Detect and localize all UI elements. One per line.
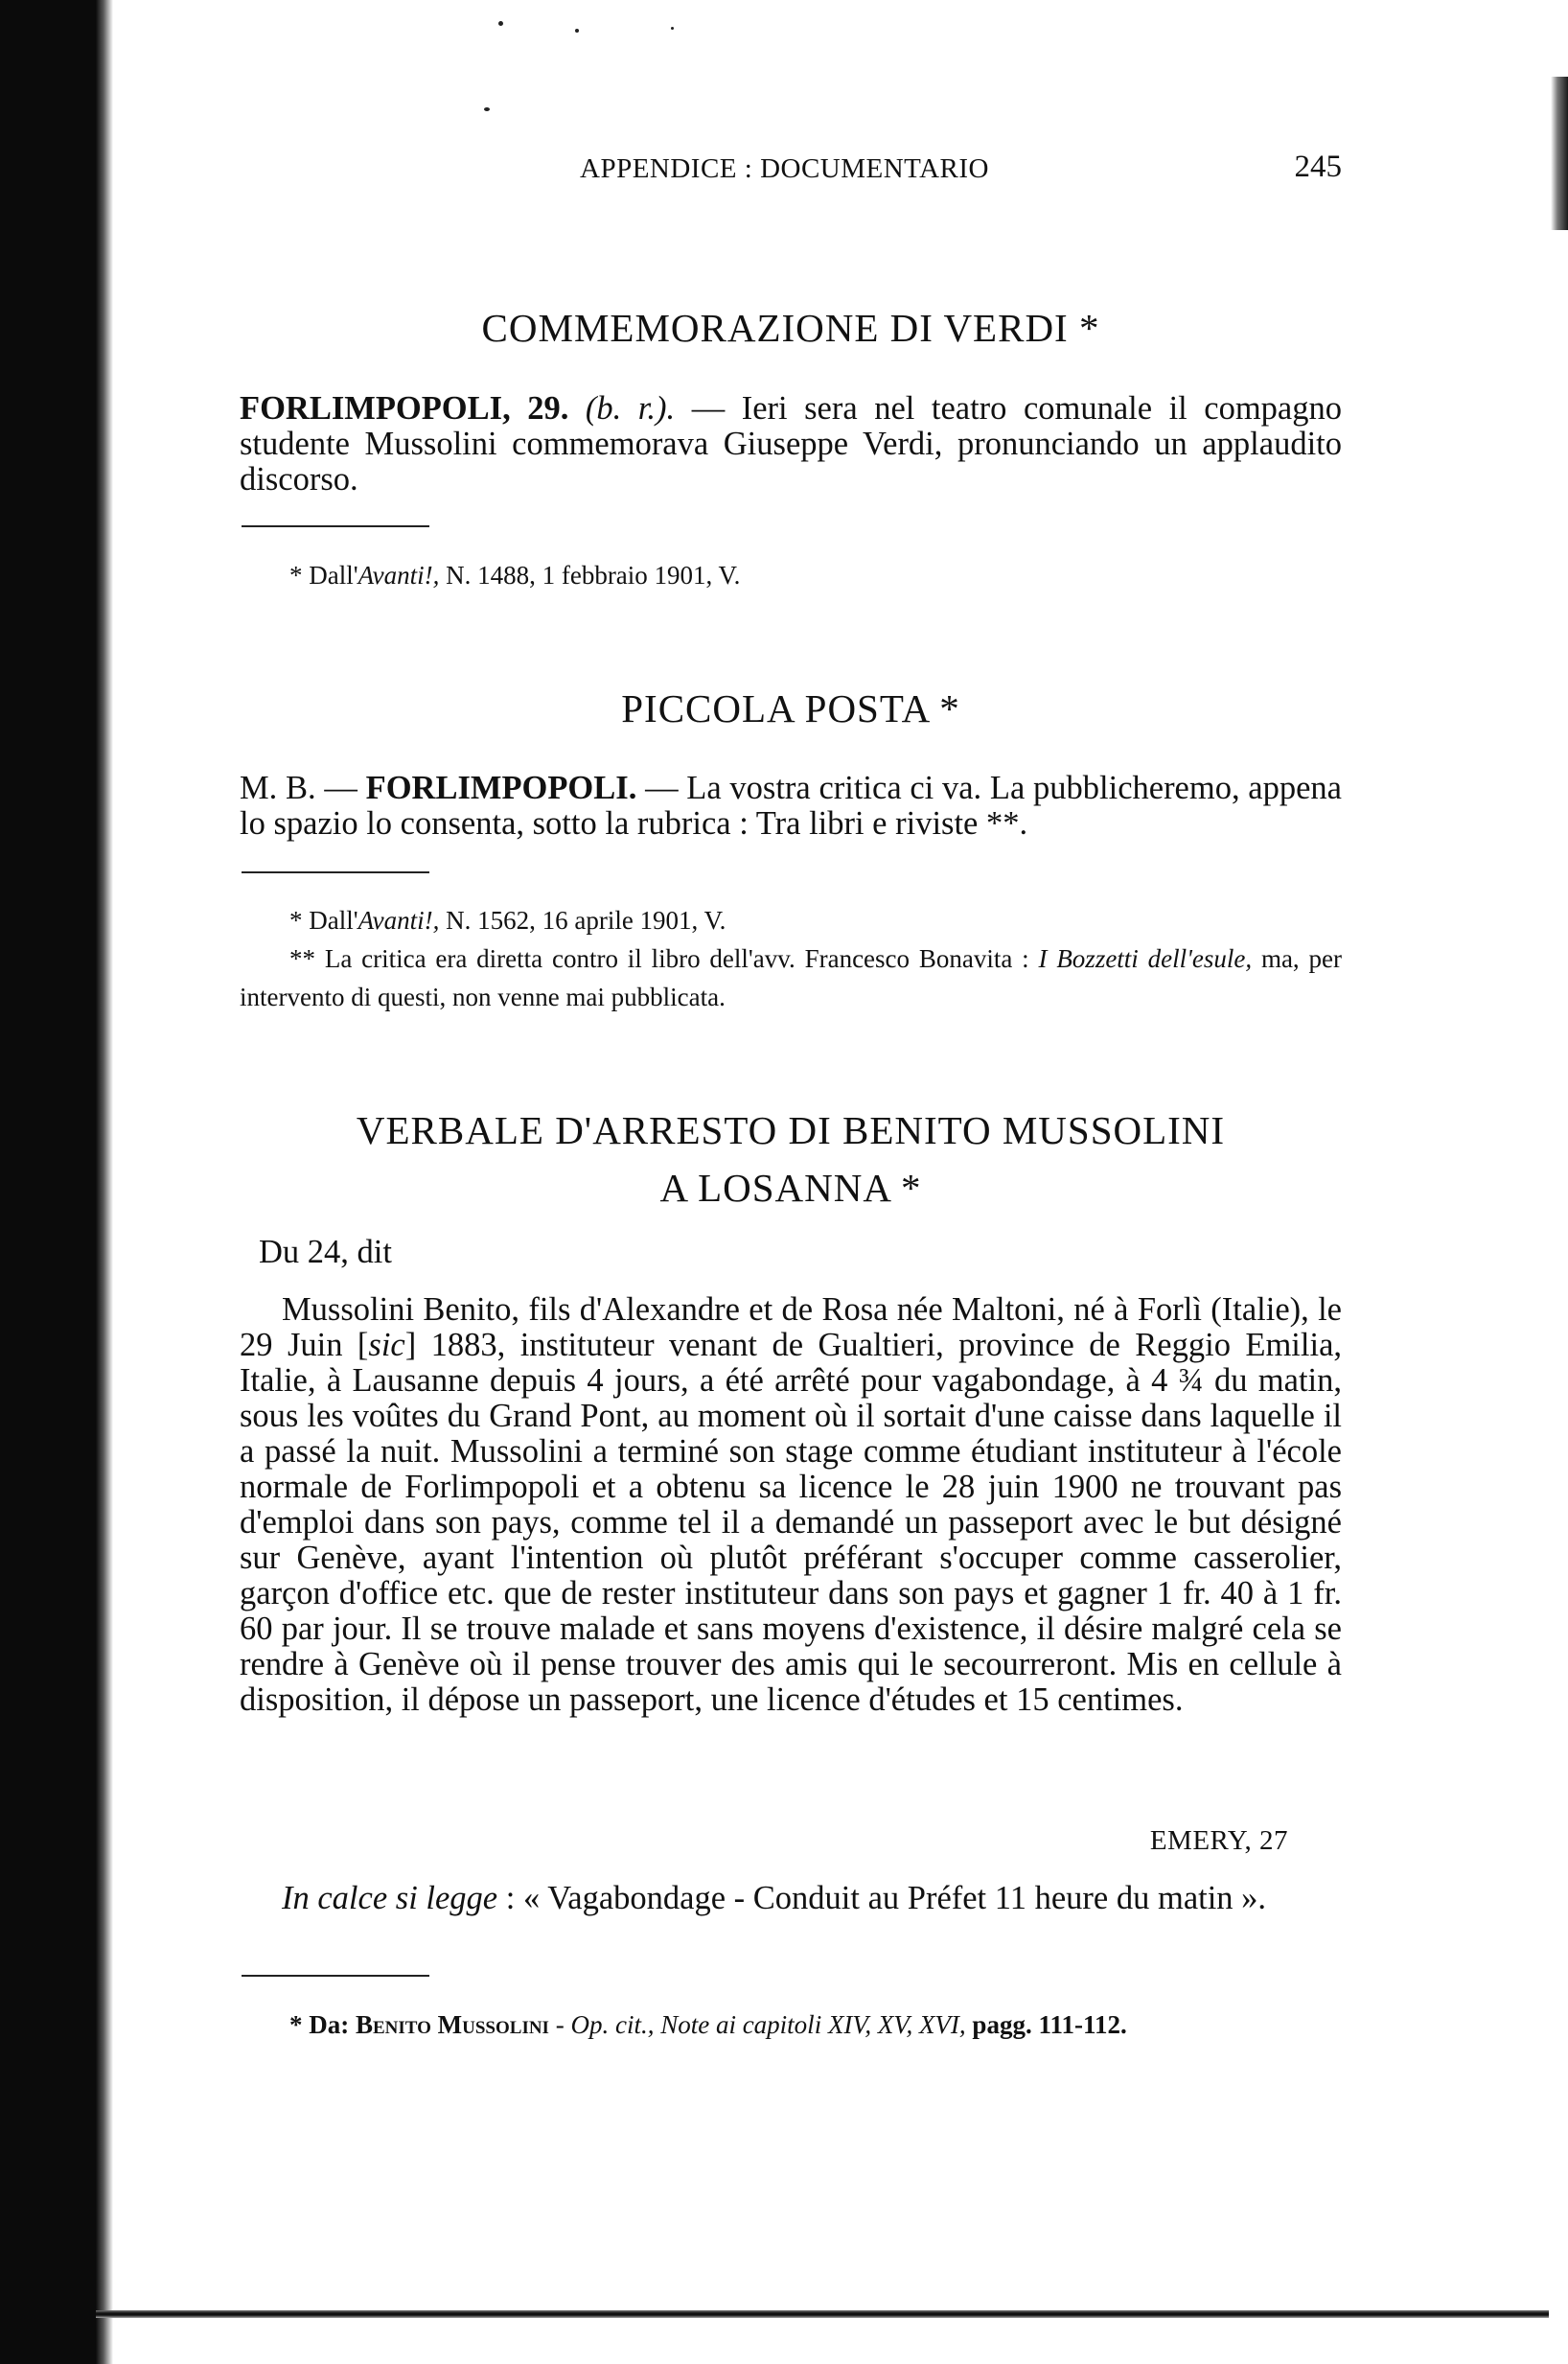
scan-speck (498, 21, 503, 26)
running-title: APPENDICE : DOCUMENTARIO (580, 153, 989, 184)
section-title-piccola-posta: PICCOLA POSTA * (621, 686, 960, 730)
piccola-posta-footnote-1: * Dall'Avanti!, N. 1562, 16 aprile 1901, V. (289, 906, 726, 935)
verbale-footnote: * Da: Benito Mussolini - Op. cit., Note ai capitoli XIV, XV, XVI, pagg. 111-112. (289, 2010, 1127, 2039)
verdi-text: — Ieri sera nel teatro comunale il compagno studente Mussolini commemorava Giuseppe Verdi, pronunciando un applaudito discorso. (240, 390, 1342, 498)
footnote-rule (242, 525, 429, 527)
scan-right-edge (1551, 77, 1568, 230)
footnote-rule (242, 871, 429, 873)
verdi-paragraph (240, 391, 1342, 498)
verbale-signature: EMERY, 27 (1149, 1825, 1288, 1856)
section-title-verbale-line-1: VERBALE D'ARRESTO DI BENITO MUSSOLINI (356, 1108, 1226, 1152)
verbale-note: In calce si legge : « Vagabondage - Conduit au Préfet 11 heure du matin ». (282, 1880, 1267, 1916)
piccola-posta-footnote-2: ** La critica era diretta contro il libro dell'avv. Francesco Bonavita : I Bozzetti dell'esule, ma, per intervento di questi, non venne mai pubblicata. (240, 944, 1342, 1011)
verbale-sic: sic (368, 1327, 405, 1363)
scan-bottom-edge (96, 2310, 1549, 2318)
section-title-verdi: COMMEMORAZIONE DI VERDI * (481, 306, 1100, 350)
verdi-abbr: (b. r.). (585, 390, 676, 427)
section-title-verbale-line-2: A LOSANNA * (659, 1166, 922, 1210)
scan-speck (484, 107, 490, 111)
piccola-posta-text: — La vostra critica ci va. La pubblicheremo, appena lo spazio lo consenta, sotto la rubrica : Tra libri e riviste **. (240, 770, 1342, 842)
verdi-place: FORLIMPOPOLI, 29. (240, 390, 569, 427)
piccola-posta-paragraph (240, 771, 1342, 842)
piccola-posta-place: FORLIMPOPOLI. (365, 770, 637, 806)
verbale-dateline: Du 24, dit (259, 1234, 392, 1270)
page-number: 245 (1294, 150, 1342, 184)
verdi-footnote: * Dall'Avanti!, N. 1488, 1 febbraio 1901, V. (289, 561, 741, 590)
footnote-rule (242, 1975, 429, 1977)
verbale-paragraph: Mussolini Benito, fils d'Alexandre et de Rosa née Maltoni, né à Forlì (Italie), le 29 Juin [sic] 1883, instituteur venant de Gualtieri, province de Reggio Emilia, Italie, à Lausanne depuis 4 jours, a été arrêté pour vagabondage, à 4 ¾ du matin, sous les voûtes du Grand Pont, au moment où il sortait d'une caisse dans laquelle il a passé la nuit. Mussolini a terminé son stage comme étudiant instituteur à l'école normale de Forlimpopoli et a obtenu sa licence le 28 juin 1900 ne trouvant pas d'emploi dans son pays, comme tel il a demandé un passeport avec le but désigné sur Genève, ayant l'intention où plutôt préférant s'occuper comme casserolier, garçon d'office etc. que de rester instituteur dans son pays et gagner 1 fr. 40 à 1 fr. 60 par jour. Il se trouve malade et sans moyens d'existence, il désire malgré cela se rendre à Genève où il pense trouver des amis qui le secourreront. Mis en cellule à disposition, il dépose un passeport, une licence d'études et 15 centimes. (240, 1291, 1343, 1718)
running-header (240, 150, 1342, 199)
scan-speck (671, 27, 674, 30)
scan-left-edge (0, 0, 115, 2364)
scan-speck (575, 29, 579, 33)
piccola-posta-initials: M. B. — (240, 770, 366, 806)
